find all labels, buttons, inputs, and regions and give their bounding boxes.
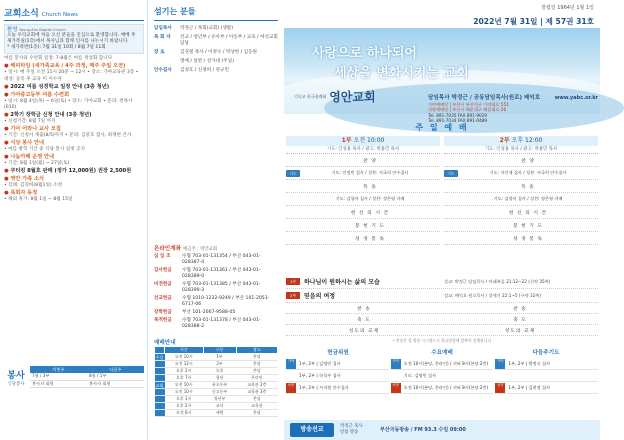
staff-row: 장 로 김경철 목사 / 이정수 / 박상한 / 김동원 xyxy=(154,50,257,55)
welcome-note: * 새가족반(1층): 7월 31일 10회 / 8월 7일 11회 xyxy=(7,45,106,51)
address-1: 가야예배당 | 부산시 부산진구 가야대로 551 xyxy=(428,101,509,107)
closing-order xyxy=(286,303,598,336)
list-item xyxy=(4,154,144,167)
table-cell: 봉사자 회원 xyxy=(87,380,144,387)
service-1-title: 1부 오전 10:00 xyxy=(286,136,440,146)
duty-cell: 가야 1부, 2부 | 김영민 집사 xyxy=(286,358,389,370)
order-row: 찬 송 찬 송 xyxy=(286,303,598,314)
table-row: 오후 2시 교사 교육관 xyxy=(155,403,278,410)
order-row: 찬 양 xyxy=(286,154,440,167)
news-title: 교회소식 xyxy=(4,9,39,19)
news-item-desc: • 신청기간: 8월 7일 까지 xyxy=(4,118,56,124)
summer-notice xyxy=(4,56,144,62)
welcome-box xyxy=(4,24,144,54)
order-row: 성도의 교제 성도의 교제 xyxy=(286,325,598,336)
table-cell: 7월 / 3부 xyxy=(30,373,87,380)
order-title: 주 일 예 배 xyxy=(415,123,469,132)
order-row: 성 경 봉 독 xyxy=(286,232,440,245)
table-row: 주일 오전 10시 1부 본당 xyxy=(155,354,278,361)
founded-date: 창립일 1964년 1월 1일 xyxy=(541,5,594,11)
news-item-title: 기아 어와나 교사 모집 xyxy=(10,125,61,132)
account-list xyxy=(154,254,278,332)
news-item-desc: • 일시: 8월 4일(목) ~ 6일(토) • 장소: 가야교회 • 문의: 천목사(010) xyxy=(4,98,133,110)
duty-cell: 가야 오전 10시(본당, 온라인) / 저녁 8시(본당 2층) xyxy=(391,358,494,370)
news-item-title: 해피타임 (새가족교육 / 4주 과정, 매주 주일 오전) xyxy=(10,63,126,70)
duty-cell: 가야 1부, 2부 | 박정숙 집사 xyxy=(495,358,598,370)
news-title-en: Church News xyxy=(41,12,78,18)
list-item xyxy=(4,92,144,111)
duty-cell: 기도: 김영민 집사 xyxy=(391,370,494,382)
welcome-body: 오늘 우리교회에 처음 오신 분들을 진심으로 환영합니다. 예배 후 새가족실(1층)에서 목사님과 함께 인사를 나누시기 바랍니다. xyxy=(7,33,136,45)
welcome-en: Young-Ahn Baptist Church xyxy=(19,28,66,32)
news-item-title: 2학기 장학금 신청 안내 (3층 청년) xyxy=(10,111,92,118)
staff-list xyxy=(154,26,278,77)
pastor-line: 담임목사 박정근 / 공동담임목사(원로) 배익호 xyxy=(428,95,541,101)
online-title: 온라인계좌 예금주 : 영안교회 xyxy=(154,246,217,252)
list-item xyxy=(4,176,144,189)
service-subtitle: 식당봉사 xyxy=(7,382,25,387)
news-list xyxy=(4,24,144,204)
order-row: 봉 헌 기 도 xyxy=(444,219,598,232)
sermon-label: 1부 xyxy=(286,278,300,285)
list-item xyxy=(4,84,144,91)
table-header xyxy=(30,366,144,373)
staff-column xyxy=(150,0,282,440)
worship-column xyxy=(284,0,600,440)
account-row: 십 일 조 수협 703-01-131354 / 부산 043-01-028387-4 xyxy=(154,254,261,265)
order-row: 기도 기도: 이인재 집사 / 성찬: 서국희 안수집사 xyxy=(444,167,598,180)
worship-time-table xyxy=(154,346,278,417)
bullet-icon: ● xyxy=(4,83,11,90)
table-header-cell: 다음주 xyxy=(87,366,144,373)
welcome-title: 환영 xyxy=(7,27,18,33)
service-title: 봉사 xyxy=(7,371,25,381)
table-header: 시간 구분 장소 xyxy=(155,347,278,354)
order-row: 특 송 xyxy=(444,180,598,193)
bullet-icon: ● xyxy=(4,140,11,147)
table-row xyxy=(30,380,144,387)
duty-cell xyxy=(495,370,598,382)
sermon-title: 하나님이 원하시는 삶의 모습 xyxy=(304,279,380,286)
bullet-icon: ● xyxy=(4,154,11,161)
sermon-1 xyxy=(286,275,598,289)
account-row: 감사헌금 수협 703-01-131361 / 부산 043-01-028389-0 xyxy=(154,268,261,279)
news-item-desc: • 기간: 신청서 제출(8/5)까지 • 문의: 김중호 집사, 최재현 간사 xyxy=(4,132,132,138)
issue-date: 2022년 7월 31일 | 제 57권 31호 xyxy=(473,17,594,26)
news-item-desc: • 여름 방학 기간 중 식당 봉사 일정 공지 xyxy=(4,147,85,153)
news-item-desc: • 기간: 8월 1일(월) ~ 27일(토) xyxy=(4,161,70,167)
news-item-desc: • 장례: 김경희(8월1일) 소천 xyxy=(4,183,63,189)
duty-cell: 1부, 2부 | 하석우 집사 xyxy=(286,370,389,382)
table-row: 오후 1시 청년부 본당 xyxy=(155,396,278,403)
list-item xyxy=(4,140,144,153)
broadcast-text: 박정근 목사 말씀 방송 xyxy=(340,424,363,435)
order-row: 특 송 xyxy=(286,180,440,193)
staff-title: 섬기는 분들 xyxy=(154,7,196,16)
sermon-scripture: 설교: 배익호 원로목사 / 창세기 22:1~5 (구약 32쪽) xyxy=(444,292,541,298)
bullet-icon: ● xyxy=(4,190,11,197)
worship-time-title: 예배안내 xyxy=(154,340,176,346)
bullet-icon: ● xyxy=(4,111,11,118)
table-row: 오전 10시 중고등부 교육관 3층 xyxy=(155,389,278,396)
service-2-column xyxy=(444,136,598,245)
logo-text: 영안교회 xyxy=(329,90,376,104)
news-header xyxy=(4,6,78,20)
order-row: 헌 신 의 시 간 xyxy=(286,206,440,219)
church-url[interactable]: www.yabc.or.kr xyxy=(554,95,598,101)
news-item-title: 나눔카페 운영 안내 xyxy=(10,154,55,161)
bullet-icon: ● xyxy=(4,91,11,98)
online-sub: 예금주 : 영안교회 xyxy=(182,247,217,252)
table-cell: 8월 / 1부 xyxy=(87,373,144,380)
broadcast-badge: 방송선교 xyxy=(290,423,334,437)
table-row: 오전 12시 2부 본당 xyxy=(155,361,278,368)
staff-row: 명예 / 일반 / 성가대 (주일) xyxy=(180,59,234,64)
news-item-title: 가야중고등부 여름 수련회 xyxy=(10,91,70,98)
bullet-icon: ● xyxy=(4,176,11,183)
duty-cell: 선양 1부, 2부 | 서지원 안수집사 xyxy=(286,382,389,394)
account-row: 목적헌금 수협 703-01-131378 / 부산 043-01-028388-2 xyxy=(154,318,261,329)
bullet-icon: ● xyxy=(4,63,11,70)
table-header-cell: 이번주 xyxy=(30,366,87,373)
duty-headers xyxy=(286,348,598,358)
order-row: 기도: 김양자 집사 / 성찬: 정은영 자매 xyxy=(286,193,440,206)
duty-column xyxy=(495,358,598,394)
table-row: 오후 2시 오후 본당 xyxy=(155,368,278,375)
account-row: 선교헌금 수협 1010-1232-9249 / 부산 101-2051-6717-06 xyxy=(154,296,270,307)
news-item-title: 식당 봉사 안내 xyxy=(10,140,45,147)
logo-small-text: 기독교 한국침례회 xyxy=(294,94,327,99)
sermon-title: 믿음의 여정 xyxy=(304,293,336,300)
duty-header: 다음주기도 xyxy=(532,350,560,356)
order-row: 축 도 축 도 xyxy=(286,314,598,325)
duty-column xyxy=(391,358,494,394)
sermon-label: 2부 xyxy=(286,292,300,299)
news-column xyxy=(0,0,148,440)
church-logo xyxy=(294,88,376,105)
list-item xyxy=(4,190,144,203)
duty-header: 수요예배 xyxy=(431,350,453,356)
table-row xyxy=(30,373,144,380)
list-item xyxy=(4,112,144,125)
bullet-icon: ● xyxy=(4,125,11,132)
divider xyxy=(4,20,144,21)
table-row: 오전 6시 새벽 본당 xyxy=(155,410,278,417)
tel-2: Tel. 891-7034 FAX.891-0489 xyxy=(428,118,487,124)
banner xyxy=(284,28,600,124)
summer-text: 여름 봉사와 수련회 일정: 7-8월은 여름 정상화 합니다 xyxy=(4,56,113,62)
service-2-title: 2부 오후 12:00 xyxy=(444,136,598,146)
news-item-title: 2022 여름 성경학교 일정 안내 (3층 청년) xyxy=(10,83,110,90)
news-item-title: 목회자 동정 xyxy=(10,190,38,197)
order-row: 기도 기도: 인정민 집사 / 성찬: 서국희 안수집사 xyxy=(286,167,440,180)
service-1-sub: 기도: 인성용 목사 / 광고: 박용민 목사 xyxy=(286,146,440,154)
table-row: 오후 7시 청년 온라인 xyxy=(155,375,278,382)
sermon-2 xyxy=(286,289,598,303)
sermon-scripture: 설교: 박정근 담임목사 / 마태복음 21:12~22 (신약 35쪽) xyxy=(444,278,551,284)
order-note: * 찬송은 홀 방송 시스템으로 한글말씀에 맞추어 진행합니다 xyxy=(392,338,492,343)
slogan-line-1: 사랑으로 하나되어 xyxy=(312,46,417,61)
list-item xyxy=(4,63,144,82)
order-row: 봉 헌 기 도 xyxy=(286,219,440,232)
news-item-desc: • 일시: 매 주일 오전 11시 20분 ~ 12시 • 장소: 가야교육관 3층 • 대상: 등록 후 교육 미 이수자 xyxy=(4,70,139,82)
news-item-title: 쿠티킹 8월호 판매 (정가 12,000원) 권장 2,500원 xyxy=(10,168,132,175)
duty-column xyxy=(286,358,389,394)
duty-cell: 선양 1부, 2부 | 김현정 집사 xyxy=(495,382,598,394)
slogan-line-2: 세상을 변화시키는 교회 xyxy=(334,66,469,81)
duty-section xyxy=(286,348,598,394)
list-item xyxy=(4,168,144,175)
order-row: 헌 신 의 시 간 xyxy=(444,206,598,219)
news-item-desc: • 해외 휴가: 8월 1일 ~ 8월 15일 xyxy=(4,197,73,203)
service-table xyxy=(30,366,144,388)
order-row: 기도: 김양자 집사 / 성찬: 정은영 자매 xyxy=(444,193,598,206)
staff-row: 담임목사 박정근 / 목회(교회) (생활) xyxy=(154,26,234,31)
list-item xyxy=(4,126,144,139)
duty-header: 헌금위원 xyxy=(327,350,349,356)
church-info xyxy=(428,96,598,124)
staff-row: 목 회 자 선교 / 청년부 / 유아부 / 아동부 / 교육 / 여선교회 담당 xyxy=(154,35,278,46)
radio-info: 부산극동방송 / FM 93.3 수일 09:00 xyxy=(380,427,466,433)
account-row: 장학헌금 부산 101-2067-9588-05 xyxy=(154,310,236,315)
divider xyxy=(154,20,278,21)
order-row: 성 경 봉 독 xyxy=(444,232,598,245)
tel-1: Tel. 891-7035 FAX.891-9029 xyxy=(428,112,487,118)
sermon-section xyxy=(286,275,598,303)
service-1-column xyxy=(286,136,440,245)
news-item-title: 영안 가족 소식 xyxy=(10,176,45,183)
address-2: 선양예배당 | 부산시 해운대구 해운대로 26 xyxy=(428,107,507,113)
table-row: 교회 오전 10시 유초등부 교육관 2층 xyxy=(155,382,278,389)
order-row: 찬 양 xyxy=(444,154,598,167)
table-cell: 봉사자 회원 xyxy=(30,380,87,387)
bullet-icon: ● xyxy=(4,168,11,175)
broadcast-footer xyxy=(284,420,600,440)
service-box xyxy=(4,366,144,436)
account-row: 비전헌금 수협 703-01-131385 / 부산 043-01-028390-3 xyxy=(154,282,261,293)
staff-row: 안수집사 김경호 / 신정희 / 정규민 xyxy=(154,68,229,73)
duty-cell: 선양 오전 10시(본당, 온라인) / 저녁 8시(본당 2층) xyxy=(391,382,494,394)
duty-grid xyxy=(286,358,598,394)
service-2-sub: 기도: 인성용 목사 / 광고: 박용민 목사 xyxy=(444,146,598,154)
